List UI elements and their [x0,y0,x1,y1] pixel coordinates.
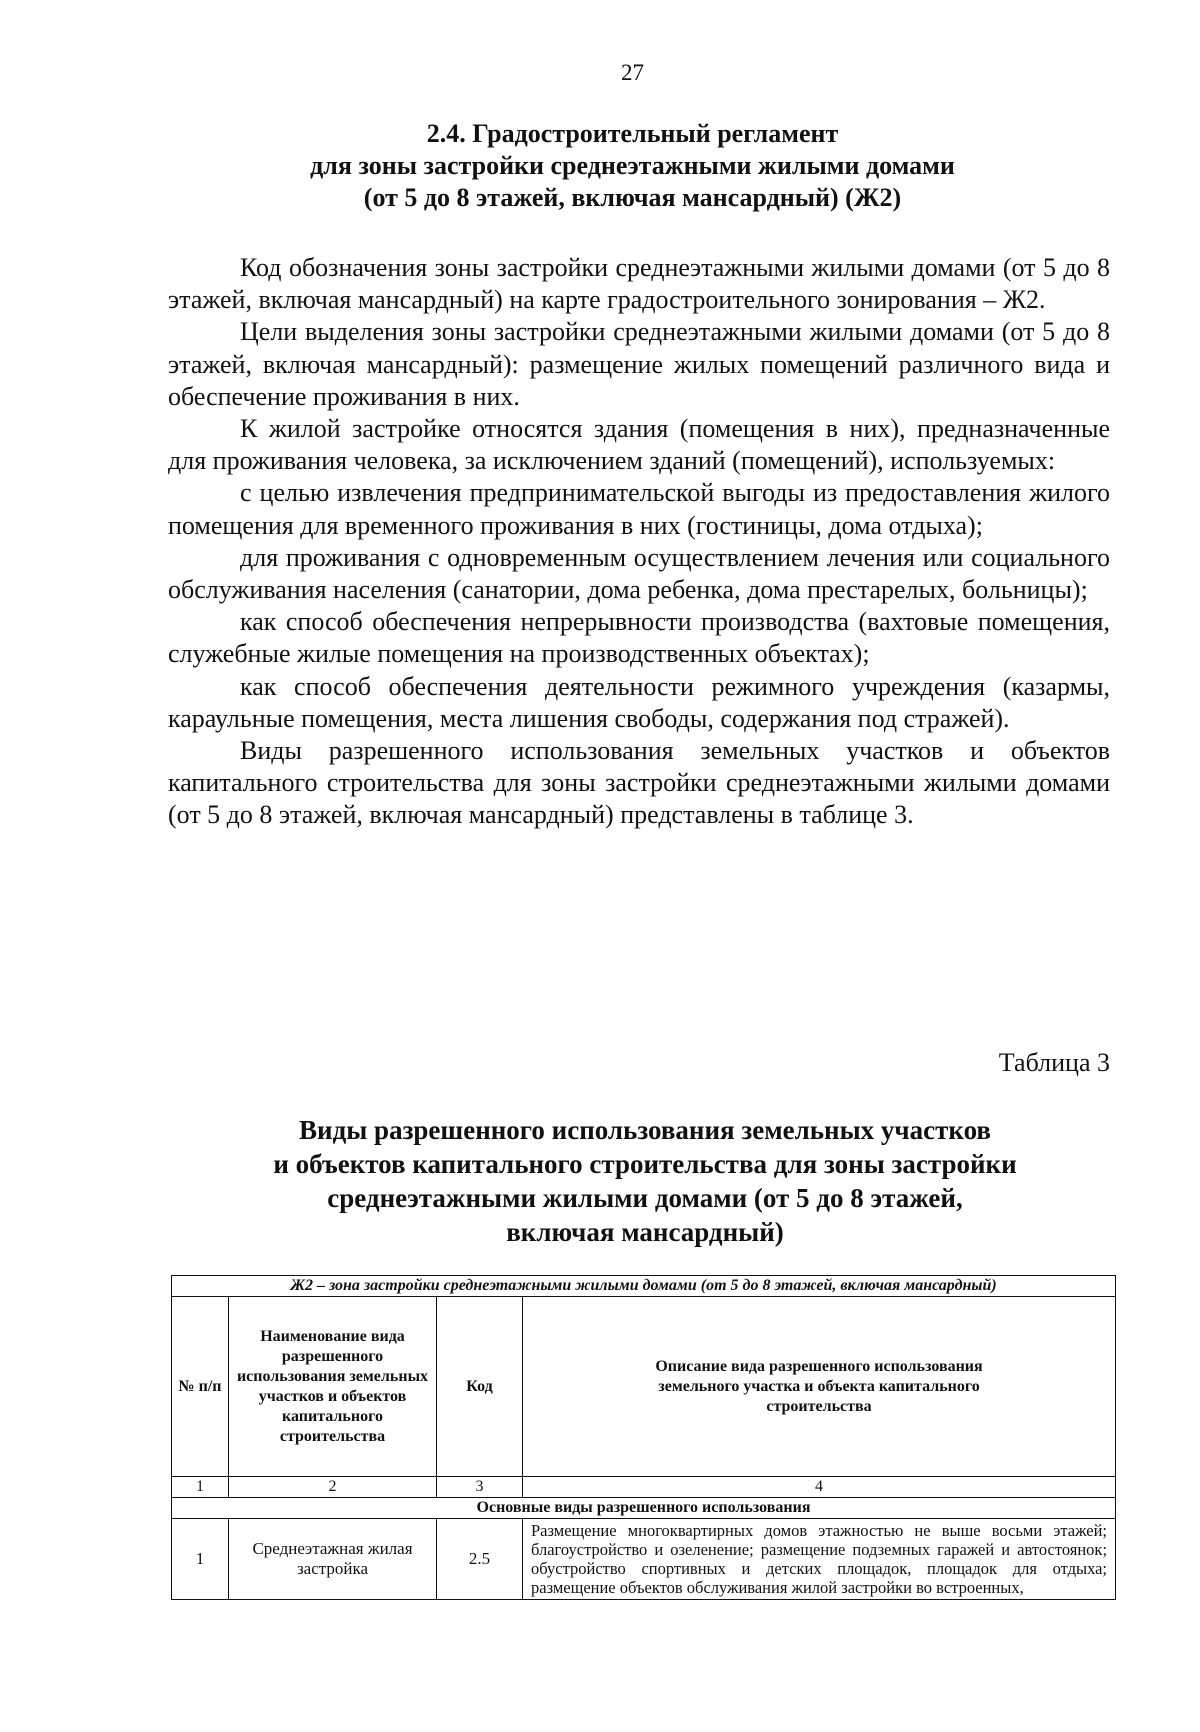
table-header-row [172,1297,1116,1477]
paragraph-residential-definition: К жилой застройке относятся здания (помещения в них), предназначенные для проживания человека, за исключением зданий (помещений), используемых: [168,414,1110,476]
paragraph-zone-goals: Цели выделения зоны застройки среднеэтажными жилыми домами (от 5 до 8 этажей, включая мансардный): размещение жилых помещений различного вида и обеспечение проживания в них. [168,317,1110,411]
section-title-line: (от 5 до 8 этажей, включая мансардный) (Ж2) [363,183,902,212]
table-title-line: среднеэтажными жилыми домами (от 5 до 8 этажей, [327,1183,963,1213]
column-number: 4 [523,1477,1116,1498]
paragraph-table-reference: Виды разрешенного использования земельных участков и объектов капитального строительства для зоны застройки среднеэтажными жилыми домами (от 5 до 8 этажей, включая мансардный) представлены в таблице 3. [168,736,1110,830]
section-title [0,118,1200,214]
header-description: Описание вида разрешенного использования земельного участка и объекта капитального строительства [523,1297,1116,1477]
zone-header: Ж2 – зона застройки среднеэтажными жилыми домами (от 5 до 8 этажей, включая мансардный) [172,1276,1116,1297]
table-row [172,1519,1116,1600]
column-number: 1 [172,1477,229,1498]
group-row [172,1498,1116,1519]
paragraph-exclusion-item: как способ обеспечения деятельности режимного учреждения (казармы, караульные помещения, места лишения свободы, содержания под стражей). [168,671,1110,733]
section-title-line: 2.4. Градостроительный регламент [426,119,839,148]
column-number: 2 [229,1477,437,1498]
row-code: 2.5 [437,1519,523,1600]
group-label: Основные виды разрешенного использования [172,1498,1116,1519]
paragraph-exclusion-item: для проживания с одновременным осуществлением лечения или социального обслуживания населения (санатории, дома ребенка, дома престарелых, больницы); [168,542,1110,605]
table-zone-header-row [172,1276,1116,1297]
paragraph-zone-code: Код обозначения зоны застройки среднеэтажными жилыми домами (от 5 до 8 этажей, включая мансардный) на карте градостроительного зонирования – Ж2. [168,253,1110,315]
body-text [168,252,1110,832]
table-title [0,1113,1200,1249]
column-number: 3 [437,1477,523,1498]
page-number: 27 [621,60,644,85]
table-title-line: включая мансардный) [506,1217,784,1247]
paragraph-exclusion-item: как способ обеспечения непрерывности производства (вахтовые помещения, служебные жилые помещения на производственных объектах); [168,607,1110,669]
column-number-row [172,1477,1116,1498]
table-title-line: и объектов капитального строительства для зоны застройки [273,1149,1017,1179]
row-description: Размещение многоквартирных домов этажностью не выше восьми этажей; благоустройство и озеленение; размещение подземных гаражей и автостоянок; обустройство спортивных и детских площадок, площадок для отдыха; размещение объектов обслуживания жилой застройки во встроенных, [523,1519,1116,1600]
section-title-line: для зоны застройки среднеэтажными жилыми домами [310,151,955,180]
land-use-table [171,1275,1116,1600]
header-name: Наименование вида разрешенного использования земельных участков и объектов капитального строительства [229,1297,437,1477]
table-title-line: Виды разрешенного использования земельных участков [299,1115,991,1145]
paragraph-exclusion-item: с целью извлечения предпринимательской выгоды из предоставления жилого помещения для временного проживания в них (гостиницы, дома отдыха); [168,478,1110,540]
header-num: № п/п [172,1297,229,1477]
row-num: 1 [172,1519,229,1600]
table-caption: Таблица 3 [998,1048,1110,1077]
row-name: Среднеэтажная жилая застройка [229,1519,437,1600]
header-code: Код [437,1297,523,1477]
